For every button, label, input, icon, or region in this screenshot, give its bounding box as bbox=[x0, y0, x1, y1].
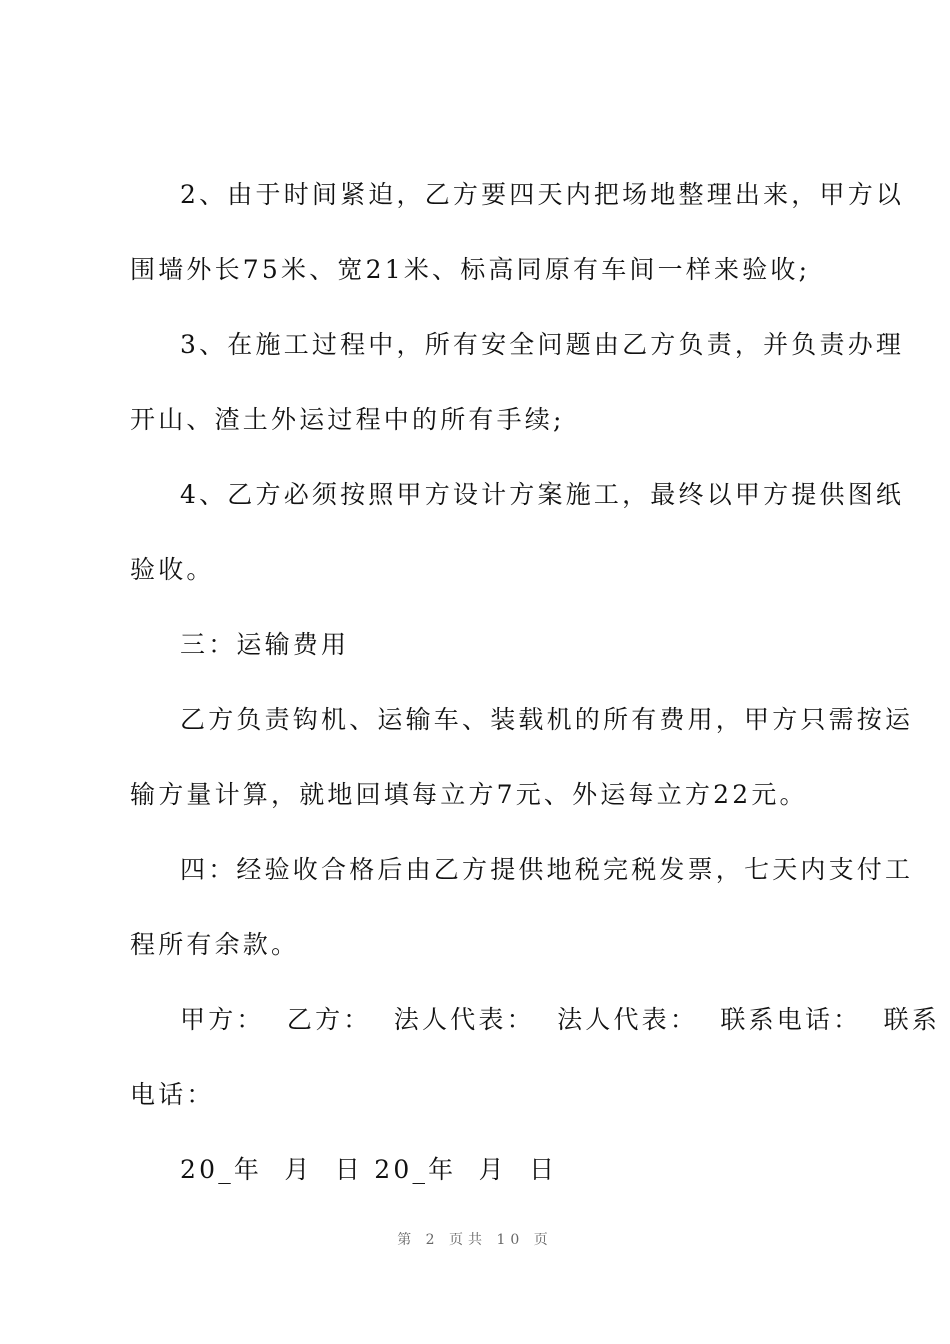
paragraph-line: 程所有余款。 bbox=[130, 930, 300, 959]
signature-line: 电话： bbox=[130, 1080, 215, 1109]
paragraph-line: 四：经验收合格后由乙方提供地税完税发票，七天内支付工 bbox=[180, 855, 914, 884]
section-heading: 三：运输费用 bbox=[180, 630, 350, 659]
signature-line: 甲方： 乙方： 法人代表： 法人代表： 联系电话： 联系 bbox=[180, 1005, 941, 1034]
date-line: 20_年 月 日 20_年 月 日 bbox=[180, 1155, 558, 1184]
page-number-footer: 第 2 页共 10 页 bbox=[397, 1232, 553, 1248]
paragraph-line: 验收。 bbox=[130, 555, 215, 584]
paragraph-line: 输方量计算，就地回填每立方7元、外运每立方22元。 bbox=[130, 780, 808, 809]
paragraph-line: 乙方负责钩机、运输车、装载机的所有费用，甲方只需按运 bbox=[180, 705, 914, 734]
paragraph-line: 围墙外长75米、宽21米、标高同原有车间一样来验收; bbox=[130, 255, 811, 284]
paragraph-line: 开山、渣土外运过程中的所有手续; bbox=[130, 405, 565, 434]
paragraph-line: 4、乙方必须按照甲方设计方案施工，最终以甲方提供图纸 bbox=[180, 480, 905, 509]
paragraph-line: 2、由于时间紧迫，乙方要四天内把场地整理出来，甲方以 bbox=[180, 180, 905, 209]
paragraph-line: 3、在施工过程中，所有安全问题由乙方负责，并负责办理 bbox=[180, 330, 905, 359]
